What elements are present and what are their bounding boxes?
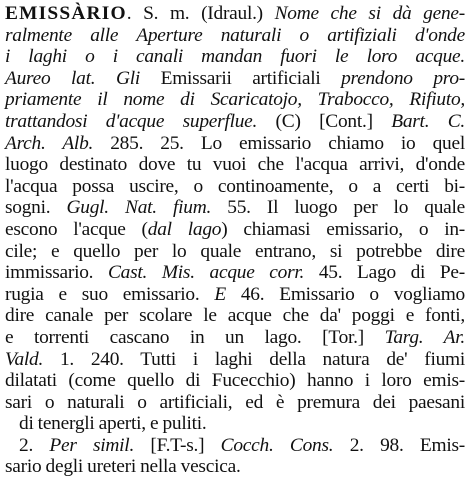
text-line <box>5 176 465 198</box>
text-line <box>5 133 465 155</box>
text-span: Cast. Mis. acque corr. <box>108 262 319 284</box>
text-span: prendono pro- <box>341 67 465 89</box>
text-span: Vald. <box>5 348 60 370</box>
text-line <box>5 435 465 457</box>
text-line <box>5 349 465 371</box>
text-span: escono l'acque ( <box>5 218 148 240</box>
text-span: cile; e quello per lo quale entrano, si potrebbe dire <box>5 240 465 262</box>
text-span: dal lago <box>147 218 222 240</box>
text-line <box>5 413 465 435</box>
text-span: trattandosi d'acque superflue. <box>5 110 276 132</box>
text-span: ) chiamasi emissario, o in- <box>221 218 466 240</box>
text-line <box>5 284 465 306</box>
text-span: Aureo lat. Gli <box>5 67 161 89</box>
text-span: e torrenti cascano in un lago. [Tor.] <box>5 326 385 348</box>
text-span: immissario. <box>5 262 108 284</box>
text-span: ralmente alle Aperture naturali o artifiziali d'onde <box>5 24 465 46</box>
text-span: luogo destinato dove tu vuoi che l'acqua arrivi, d'onde <box>5 154 465 176</box>
text-span: 2. 98. Emis- <box>349 434 465 456</box>
text-span: 55. Il luogo per lo quale <box>227 197 466 219</box>
text-span: Targ. Ar. <box>384 326 465 348</box>
text-span: [F.T-s.] <box>150 434 221 456</box>
text-line <box>5 241 465 263</box>
text-line <box>5 111 465 133</box>
text-span: rugia e suo emissario. <box>5 283 215 305</box>
text-line <box>5 305 465 327</box>
text-span: Scaricatojo, Trabocco, Rifiuto, <box>210 89 465 111</box>
text-span: 1. 240. Tutti i laghi della natura de' fiumi <box>59 348 466 370</box>
text-span: E <box>214 283 241 305</box>
text-span: i laghi o i canali mandan fuori le loro acque. <box>5 46 465 68</box>
text-span: sari o naturali o artificiali, ed è premura dei paesani <box>5 391 465 413</box>
text-line <box>5 327 465 349</box>
text-line <box>5 197 465 219</box>
text-span: 45. Lago di Pe- <box>318 262 465 284</box>
text-span: (C) [Cont.] <box>275 110 392 132</box>
text-span: 2. <box>19 434 50 456</box>
text-span: sogni. <box>5 197 67 219</box>
text-span: di tenergli aperti, e puliti. <box>19 413 207 435</box>
text-line <box>5 154 465 176</box>
text-line <box>5 392 465 414</box>
text-line <box>5 46 465 68</box>
text-line <box>5 25 465 47</box>
text-line <box>5 3 465 25</box>
text-span: priamente il nome di <box>5 89 211 111</box>
text-span: Per simil. <box>49 434 151 456</box>
text-span: Cocch. Cons. <box>220 434 350 456</box>
text-line <box>5 262 465 284</box>
text-span: dilatati (come quello di Fucecchio) hanno i loro emis- <box>5 370 465 392</box>
text-span: l'acqua possa uscire, o continoamente, o a certi bi- <box>5 175 465 197</box>
text-span: Emissarii artificiali <box>160 67 342 89</box>
text-span: Arch. Alb. <box>5 132 111 154</box>
text-span: . S. m. (Idraul.) <box>126 3 275 24</box>
text-span: Bart. C. <box>391 110 465 132</box>
text-line <box>5 89 465 111</box>
text-span: sario degli ureteri nella vescica. <box>5 456 241 478</box>
text-line <box>5 68 465 90</box>
text-span: 46. Emissario o vogliamo <box>240 283 465 305</box>
text-span: 285. 25. Lo emissario chiamo io quel <box>110 132 465 154</box>
headword: EMISSÀRIO <box>5 3 127 24</box>
text-line <box>5 370 465 392</box>
entry-text <box>5 3 465 478</box>
text-span: dire canale per scolare le acque che da' poggi e fonti, <box>5 305 465 327</box>
text-line <box>5 456 465 478</box>
text-line <box>5 219 465 241</box>
text-span: Gugl. Nat. fium. <box>66 197 228 219</box>
text-span: Nome che si dà gene- <box>274 3 465 24</box>
